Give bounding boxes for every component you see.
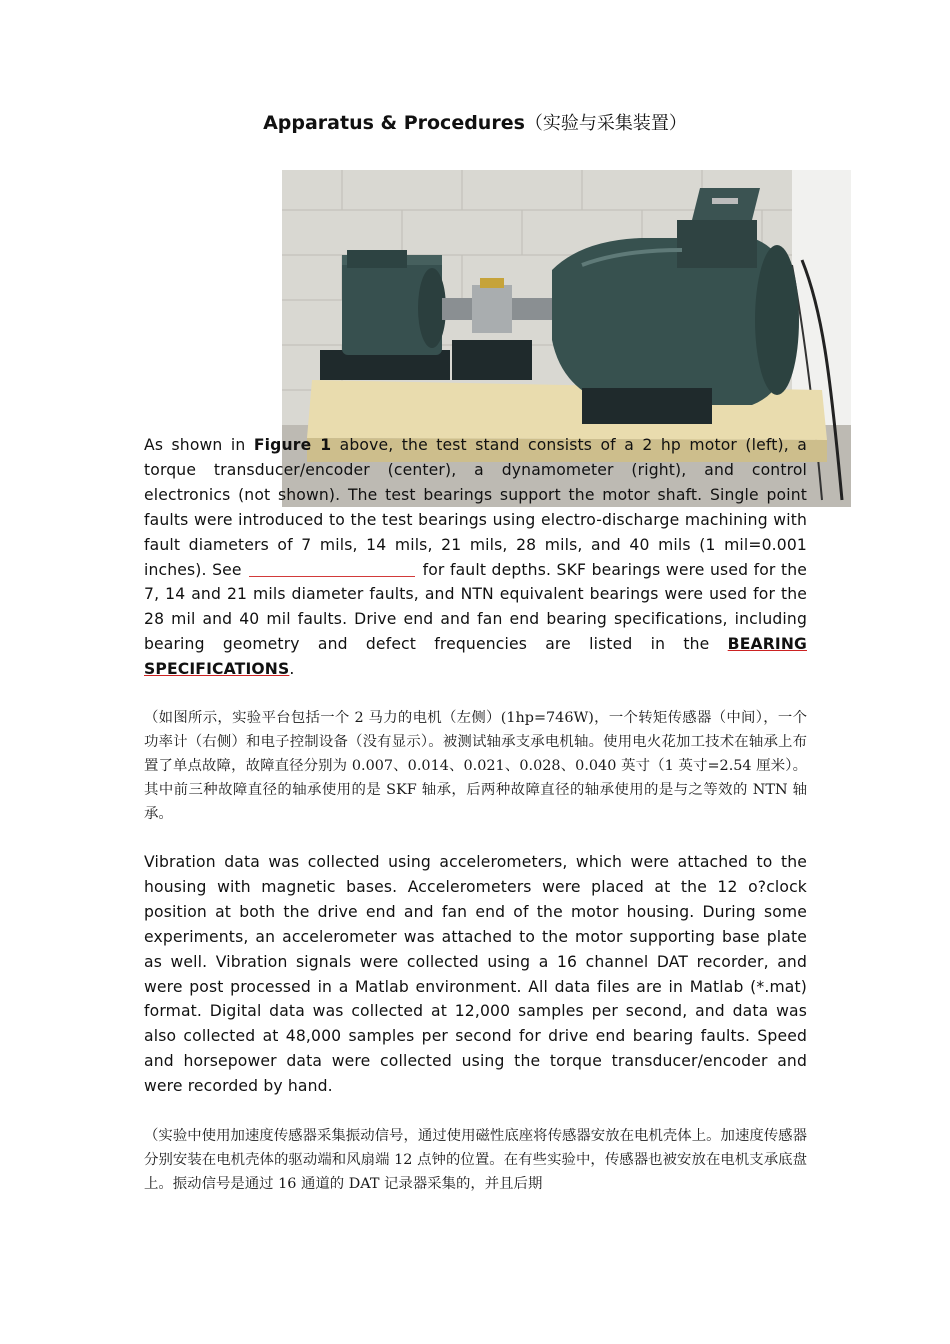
paragraph-vibration-data-chinese: （实验中使用加速度传感器采集振动信号，通过使用磁性底座将传感器安放在电机壳体上。加速度传感器分别安装在电机壳体的驱动端和风扇端 12 点钟的位置。在有些实验中，传感器也被安放在电机支承底盘上。振动信号是通过 16 通道的 DAT 记录器采集的，并且后期 xyxy=(144,1128,807,1192)
fault-depth-link-blank[interactable] xyxy=(249,561,415,577)
figure-1-ref: Figure 1 xyxy=(253,436,332,454)
paragraph-test-stand-chinese: （如图所示，实验平台包括一个 2 马力的电机（左侧）(1hp=746W)，一个转矩传感器（中间），一个功率计（右侧）和电子控制设备（没有显示）。被测试轴承支承电机轴。使用电火花加工技术在轴承上布置了单点故障，故障直径分别为 0.007、0.014、0.021、0.028、0.040 英寸（1 英寸=2.54 厘米）。其中前三种故障直径的轴承使用的是 SKF 轴承，后两种故障直径的轴承使用的是与之等效的 NTN 轴承。 xyxy=(144,710,807,822)
para1-text-3: for fault depths. SKF bearings were used for the 7, 14 and 21 mils diameter faults, and NTN equivalent bearings were used for the 28 mil and 40 mil faults. Drive end and fan end bearing specifications, including bearing geometry and defect frequencies are listed in the xyxy=(144,560,807,654)
bearing-specifications-link[interactable]: BEARING SPECIFICATIONS xyxy=(144,635,807,679)
paragraph-vibration-data: Vibration data was collected using accelerometers, which were attached to the housing with magnetic bases. Accelerometers were placed at the 12 o?clock position at both the drive end and fan end of the motor housing. During some experiments, an accelerometer was attached to the motor supporting base plate as well. Vibration signals were collected using a 16 channel DAT recorder, and were post processed in a Matlab environment. All data files are in Matlab (*.mat) format. Digital data was collected at 12,000 samples per second, and data was also collected at 48,000 samples per second for drive end bearing faults. Speed and horsepower data were collected using the torque transducer/encoder and were recorded by hand. xyxy=(144,853,807,1096)
para1-text-2: above, the test stand consists of a 2 hp motor (left), a torque transducer/encoder (center), a dynamometer (right), and control electronics (not shown). The test bearings support the motor shaft. Single point faults were introduced to the test bearings using electro-discharge machining with fault diameters of 7 mils, 14 mils, 21 mils, 28 mils, and 40 mils (1 mil=0.001 inches). See xyxy=(144,436,807,579)
para1-text-4: . xyxy=(289,660,295,679)
page-title xyxy=(0,109,950,138)
paragraph-test-stand xyxy=(144,433,807,682)
title-chinese: （实验与采集装置） xyxy=(524,113,687,134)
title-english: Apparatus & Procedures xyxy=(263,112,525,134)
para1-text-1: As shown in xyxy=(144,436,254,454)
